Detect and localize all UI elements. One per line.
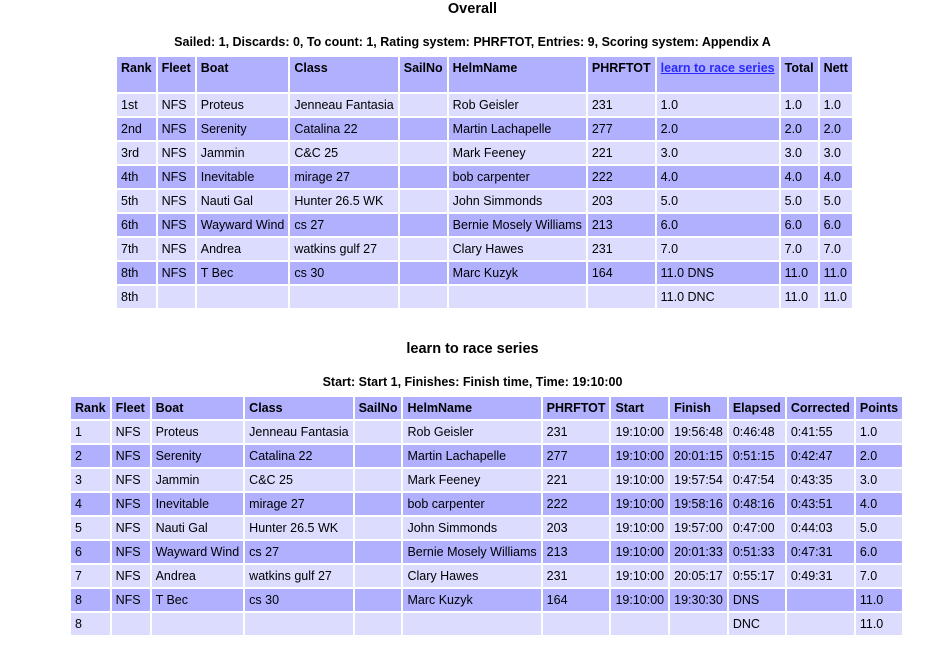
col-phrftot: PHRFTOT xyxy=(543,397,610,419)
cell-boat: T Bec xyxy=(152,589,244,611)
cell-start: 19:10:00 xyxy=(611,421,668,443)
cell-rank: 3rd xyxy=(117,142,156,164)
cell-helmname: John Simmonds xyxy=(403,517,540,539)
overall-summary: Sailed: 1, Discards: 0, To count: 1, Rating system: PHRFTOT, Entries: 9, Scoring system: Appendix A xyxy=(174,35,771,49)
col-helmname: HelmName xyxy=(403,397,540,419)
cell-helmname: Bernie Mosely Williams xyxy=(403,541,540,563)
cell-class: Hunter 26.5 WK xyxy=(245,517,352,539)
cell-boat: Wayward Wind xyxy=(197,214,289,236)
cell-boat xyxy=(152,613,244,635)
cell-boat: Inevitable xyxy=(152,493,244,515)
cell-phrftot xyxy=(588,286,655,308)
table-row xyxy=(71,541,902,563)
cell-corrected: 0:42:47 xyxy=(787,445,854,467)
cell-race-score: 6.0 xyxy=(657,214,779,236)
cell-race-score: 11.0 DNC xyxy=(657,286,779,308)
cell-sailno xyxy=(400,214,447,236)
cell-helmname: bob carpenter xyxy=(449,166,586,188)
cell-fleet: NFS xyxy=(158,238,195,260)
cell-sailno xyxy=(355,421,402,443)
col-sailno: SailNo xyxy=(355,397,402,419)
cell-sailno xyxy=(400,262,447,284)
cell-phrftot: 231 xyxy=(588,238,655,260)
cell-elapsed: DNS xyxy=(729,589,785,611)
cell-fleet: NFS xyxy=(158,166,195,188)
race-header-row xyxy=(71,397,902,419)
col-class: Class xyxy=(290,57,397,92)
cell-fleet: NFS xyxy=(112,541,150,563)
cell-boat: Nauti Gal xyxy=(152,517,244,539)
col-rank: Rank xyxy=(71,397,110,419)
cell-points: 5.0 xyxy=(856,517,902,539)
table-row xyxy=(71,565,902,587)
cell-corrected xyxy=(787,589,854,611)
cell-class: watkins gulf 27 xyxy=(290,238,397,260)
cell-boat: Proteus xyxy=(152,421,244,443)
cell-start: 19:10:00 xyxy=(611,589,668,611)
cell-nett: 11.0 xyxy=(820,286,852,308)
cell-nett: 3.0 xyxy=(820,142,852,164)
cell-corrected xyxy=(787,613,854,635)
cell-corrected: 0:44:03 xyxy=(787,517,854,539)
cell-total: 4.0 xyxy=(781,166,818,188)
cell-fleet: NFS xyxy=(158,190,195,212)
table-row xyxy=(117,262,852,284)
cell-phrftot: 203 xyxy=(588,190,655,212)
col-elapsed: Elapsed xyxy=(729,397,785,419)
cell-elapsed: 0:47:54 xyxy=(729,469,785,491)
cell-race-score: 2.0 xyxy=(657,118,779,140)
cell-fleet: NFS xyxy=(158,214,195,236)
cell-total: 6.0 xyxy=(781,214,818,236)
col-finish: Finish xyxy=(670,397,727,419)
overall-header-row xyxy=(117,57,852,92)
cell-rank: 8 xyxy=(71,589,110,611)
cell-rank: 5 xyxy=(71,517,110,539)
cell-boat: Jammin xyxy=(152,469,244,491)
cell-rank: 2 xyxy=(71,445,110,467)
cell-fleet: NFS xyxy=(158,118,195,140)
cell-start: 19:10:00 xyxy=(611,517,668,539)
cell-finish xyxy=(670,613,727,635)
cell-phrftot: 213 xyxy=(543,541,610,563)
race-results-body xyxy=(71,421,902,635)
cell-race-score: 4.0 xyxy=(657,166,779,188)
cell-boat: Serenity xyxy=(152,445,244,467)
table-row xyxy=(117,118,852,140)
cell-fleet: NFS xyxy=(112,469,150,491)
cell-points: 7.0 xyxy=(856,565,902,587)
cell-class: Jenneau Fantasia xyxy=(245,421,352,443)
col-helmname: HelmName xyxy=(449,57,586,92)
cell-rank: 6 xyxy=(71,541,110,563)
cell-phrftot: 231 xyxy=(588,94,655,116)
cell-finish: 20:01:33 xyxy=(670,541,727,563)
cell-nett: 6.0 xyxy=(820,214,852,236)
cell-class: C&C 25 xyxy=(290,142,397,164)
cell-start xyxy=(611,613,668,635)
cell-elapsed: 0:51:33 xyxy=(729,541,785,563)
cell-phrftot: 164 xyxy=(588,262,655,284)
cell-boat xyxy=(197,286,289,308)
cell-points: 11.0 xyxy=(856,613,902,635)
cell-phrftot: 203 xyxy=(543,517,610,539)
col-class: Class xyxy=(245,397,352,419)
table-row xyxy=(117,142,852,164)
cell-elapsed: 0:47:00 xyxy=(729,517,785,539)
cell-corrected: 0:43:35 xyxy=(787,469,854,491)
cell-boat: Proteus xyxy=(197,94,289,116)
table-row xyxy=(71,493,902,515)
cell-phrftot: 231 xyxy=(543,565,610,587)
cell-class: Jenneau Fantasia xyxy=(290,94,397,116)
cell-phrftot: 222 xyxy=(588,166,655,188)
cell-total: 11.0 xyxy=(781,286,818,308)
col-sailno: SailNo xyxy=(400,57,447,92)
table-row xyxy=(71,613,902,635)
cell-nett: 11.0 xyxy=(820,262,852,284)
cell-points: 6.0 xyxy=(856,541,902,563)
cell-class: watkins gulf 27 xyxy=(245,565,352,587)
cell-fleet xyxy=(112,613,150,635)
cell-boat: Inevitable xyxy=(197,166,289,188)
overall-results-body xyxy=(117,94,852,308)
cell-start: 19:10:00 xyxy=(611,565,668,587)
cell-helmname xyxy=(449,286,586,308)
cell-finish: 19:56:48 xyxy=(670,421,727,443)
overall-results-table xyxy=(115,55,854,310)
cell-rank: 1st xyxy=(117,94,156,116)
col-rank: Rank xyxy=(117,57,156,92)
cell-fleet: NFS xyxy=(112,421,150,443)
cell-fleet: NFS xyxy=(112,589,150,611)
cell-rank: 1 xyxy=(71,421,110,443)
cell-total: 5.0 xyxy=(781,190,818,212)
cell-fleet: NFS xyxy=(112,517,150,539)
table-row xyxy=(117,166,852,188)
cell-helmname: Mark Feeney xyxy=(449,142,586,164)
race-results-table xyxy=(69,395,904,637)
col-fleet: Fleet xyxy=(112,397,150,419)
cell-phrftot xyxy=(543,613,610,635)
cell-fleet: NFS xyxy=(158,262,195,284)
cell-rank: 4 xyxy=(71,493,110,515)
cell-class: cs 27 xyxy=(290,214,397,236)
col-race-link[interactable] xyxy=(657,57,779,92)
cell-sailno xyxy=(355,541,402,563)
cell-sailno xyxy=(400,166,447,188)
cell-fleet: NFS xyxy=(158,142,195,164)
race-summary: Start: Start 1, Finishes: Finish time, Time: 19:10:00 xyxy=(322,375,623,389)
cell-helmname: Clary Hawes xyxy=(449,238,586,260)
cell-rank: 7 xyxy=(71,565,110,587)
cell-sailno xyxy=(355,469,402,491)
cell-fleet: NFS xyxy=(112,493,150,515)
cell-rank: 4th xyxy=(117,166,156,188)
cell-total: 3.0 xyxy=(781,142,818,164)
col-start: Start xyxy=(611,397,668,419)
cell-rank: 6th xyxy=(117,214,156,236)
cell-class: Catalina 22 xyxy=(245,445,352,467)
cell-corrected: 0:47:31 xyxy=(787,541,854,563)
cell-boat: Jammin xyxy=(197,142,289,164)
cell-phrftot: 277 xyxy=(543,445,610,467)
cell-corrected: 0:49:31 xyxy=(787,565,854,587)
cell-rank: 8 xyxy=(71,613,110,635)
cell-helmname: Rob Geisler xyxy=(449,94,586,116)
cell-start: 19:10:00 xyxy=(611,445,668,467)
cell-nett: 1.0 xyxy=(820,94,852,116)
table-row xyxy=(71,469,902,491)
cell-elapsed: 0:51:15 xyxy=(729,445,785,467)
cell-class xyxy=(290,286,397,308)
cell-nett: 4.0 xyxy=(820,166,852,188)
cell-class: mirage 27 xyxy=(245,493,352,515)
col-points: Points xyxy=(856,397,902,419)
col-phrftot: PHRFTOT xyxy=(588,57,655,92)
cell-class: Hunter 26.5 WK xyxy=(290,190,397,212)
cell-rank: 3 xyxy=(71,469,110,491)
cell-sailno xyxy=(400,142,447,164)
cell-helmname xyxy=(403,613,540,635)
cell-start: 19:10:00 xyxy=(611,541,668,563)
cell-helmname: Marc Kuzyk xyxy=(449,262,586,284)
cell-helmname: Martin Lachapelle xyxy=(403,445,540,467)
cell-rank: 2nd xyxy=(117,118,156,140)
cell-total: 2.0 xyxy=(781,118,818,140)
cell-helmname: Clary Hawes xyxy=(403,565,540,587)
cell-fleet: NFS xyxy=(112,445,150,467)
cell-phrftot: 277 xyxy=(588,118,655,140)
cell-rank: 8th xyxy=(117,286,156,308)
col-corrected: Corrected xyxy=(787,397,854,419)
cell-race-score: 5.0 xyxy=(657,190,779,212)
cell-boat: Andrea xyxy=(152,565,244,587)
cell-phrftot: 164 xyxy=(543,589,610,611)
cell-elapsed: 0:46:48 xyxy=(729,421,785,443)
table-row xyxy=(117,214,852,236)
cell-nett: 5.0 xyxy=(820,190,852,212)
cell-helmname: John Simmonds xyxy=(449,190,586,212)
cell-nett: 7.0 xyxy=(820,238,852,260)
cell-class xyxy=(245,613,352,635)
cell-phrftot: 213 xyxy=(588,214,655,236)
cell-class: Catalina 22 xyxy=(290,118,397,140)
cell-sailno xyxy=(355,445,402,467)
cell-phrftot: 222 xyxy=(543,493,610,515)
cell-points: 3.0 xyxy=(856,469,902,491)
cell-boat: Wayward Wind xyxy=(152,541,244,563)
cell-phrftot: 221 xyxy=(588,142,655,164)
col-nett: Nett xyxy=(820,57,852,92)
cell-points: 2.0 xyxy=(856,445,902,467)
learn-to-race-series-link[interactable]: learn to race series xyxy=(660,61,775,75)
cell-sailno xyxy=(355,517,402,539)
cell-sailno xyxy=(355,589,402,611)
cell-race-score: 3.0 xyxy=(657,142,779,164)
cell-helmname: Marc Kuzyk xyxy=(403,589,540,611)
cell-finish: 19:58:16 xyxy=(670,493,727,515)
cell-boat: T Bec xyxy=(197,262,289,284)
cell-finish: 19:30:30 xyxy=(670,589,727,611)
cell-rank: 8th xyxy=(117,262,156,284)
col-boat: Boat xyxy=(197,57,289,92)
race-title: learn to race series xyxy=(406,341,539,357)
cell-start: 19:10:00 xyxy=(611,493,668,515)
table-row xyxy=(71,445,902,467)
col-boat: Boat xyxy=(152,397,244,419)
cell-sailno xyxy=(400,118,447,140)
cell-elapsed: 0:48:16 xyxy=(729,493,785,515)
cell-finish: 19:57:54 xyxy=(670,469,727,491)
cell-elapsed: 0:55:17 xyxy=(729,565,785,587)
cell-total: 7.0 xyxy=(781,238,818,260)
col-total: Total xyxy=(781,57,818,92)
cell-race-score: 7.0 xyxy=(657,238,779,260)
cell-class: mirage 27 xyxy=(290,166,397,188)
col-fleet: Fleet xyxy=(158,57,195,92)
table-row xyxy=(71,517,902,539)
cell-finish: 19:57:00 xyxy=(670,517,727,539)
cell-helmname: Mark Feeney xyxy=(403,469,540,491)
cell-elapsed: DNC xyxy=(729,613,785,635)
cell-points: 4.0 xyxy=(856,493,902,515)
cell-points: 11.0 xyxy=(856,589,902,611)
table-row xyxy=(71,589,902,611)
table-row xyxy=(117,286,852,308)
cell-sailno xyxy=(400,94,447,116)
cell-race-score: 11.0 DNS xyxy=(657,262,779,284)
cell-class: C&C 25 xyxy=(245,469,352,491)
cell-phrftot: 221 xyxy=(543,469,610,491)
cell-boat: Nauti Gal xyxy=(197,190,289,212)
cell-class: cs 30 xyxy=(245,589,352,611)
cell-rank: 7th xyxy=(117,238,156,260)
cell-total: 1.0 xyxy=(781,94,818,116)
cell-helmname: bob carpenter xyxy=(403,493,540,515)
cell-class: cs 27 xyxy=(245,541,352,563)
cell-corrected: 0:43:51 xyxy=(787,493,854,515)
cell-sailno xyxy=(400,286,447,308)
table-row xyxy=(71,421,902,443)
cell-sailno xyxy=(355,613,402,635)
cell-nett: 2.0 xyxy=(820,118,852,140)
cell-sailno xyxy=(355,493,402,515)
cell-start: 19:10:00 xyxy=(611,469,668,491)
cell-race-score: 1.0 xyxy=(657,94,779,116)
cell-fleet xyxy=(158,286,195,308)
cell-helmname: Rob Geisler xyxy=(403,421,540,443)
overall-title: Overall xyxy=(447,1,498,17)
cell-points: 1.0 xyxy=(856,421,902,443)
cell-rank: 5th xyxy=(117,190,156,212)
table-row xyxy=(117,190,852,212)
cell-sailno xyxy=(400,190,447,212)
cell-sailno xyxy=(355,565,402,587)
cell-boat: Serenity xyxy=(197,118,289,140)
cell-fleet: NFS xyxy=(112,565,150,587)
cell-total: 11.0 xyxy=(781,262,818,284)
cell-boat: Andrea xyxy=(197,238,289,260)
cell-finish: 20:05:17 xyxy=(670,565,727,587)
cell-corrected: 0:41:55 xyxy=(787,421,854,443)
cell-fleet: NFS xyxy=(158,94,195,116)
cell-finish: 20:01:15 xyxy=(670,445,727,467)
cell-helmname: Bernie Mosely Williams xyxy=(449,214,586,236)
cell-helmname: Martin Lachapelle xyxy=(449,118,586,140)
cell-class: cs 30 xyxy=(290,262,397,284)
cell-sailno xyxy=(400,238,447,260)
table-row xyxy=(117,94,852,116)
table-row xyxy=(117,238,852,260)
cell-phrftot: 231 xyxy=(543,421,610,443)
